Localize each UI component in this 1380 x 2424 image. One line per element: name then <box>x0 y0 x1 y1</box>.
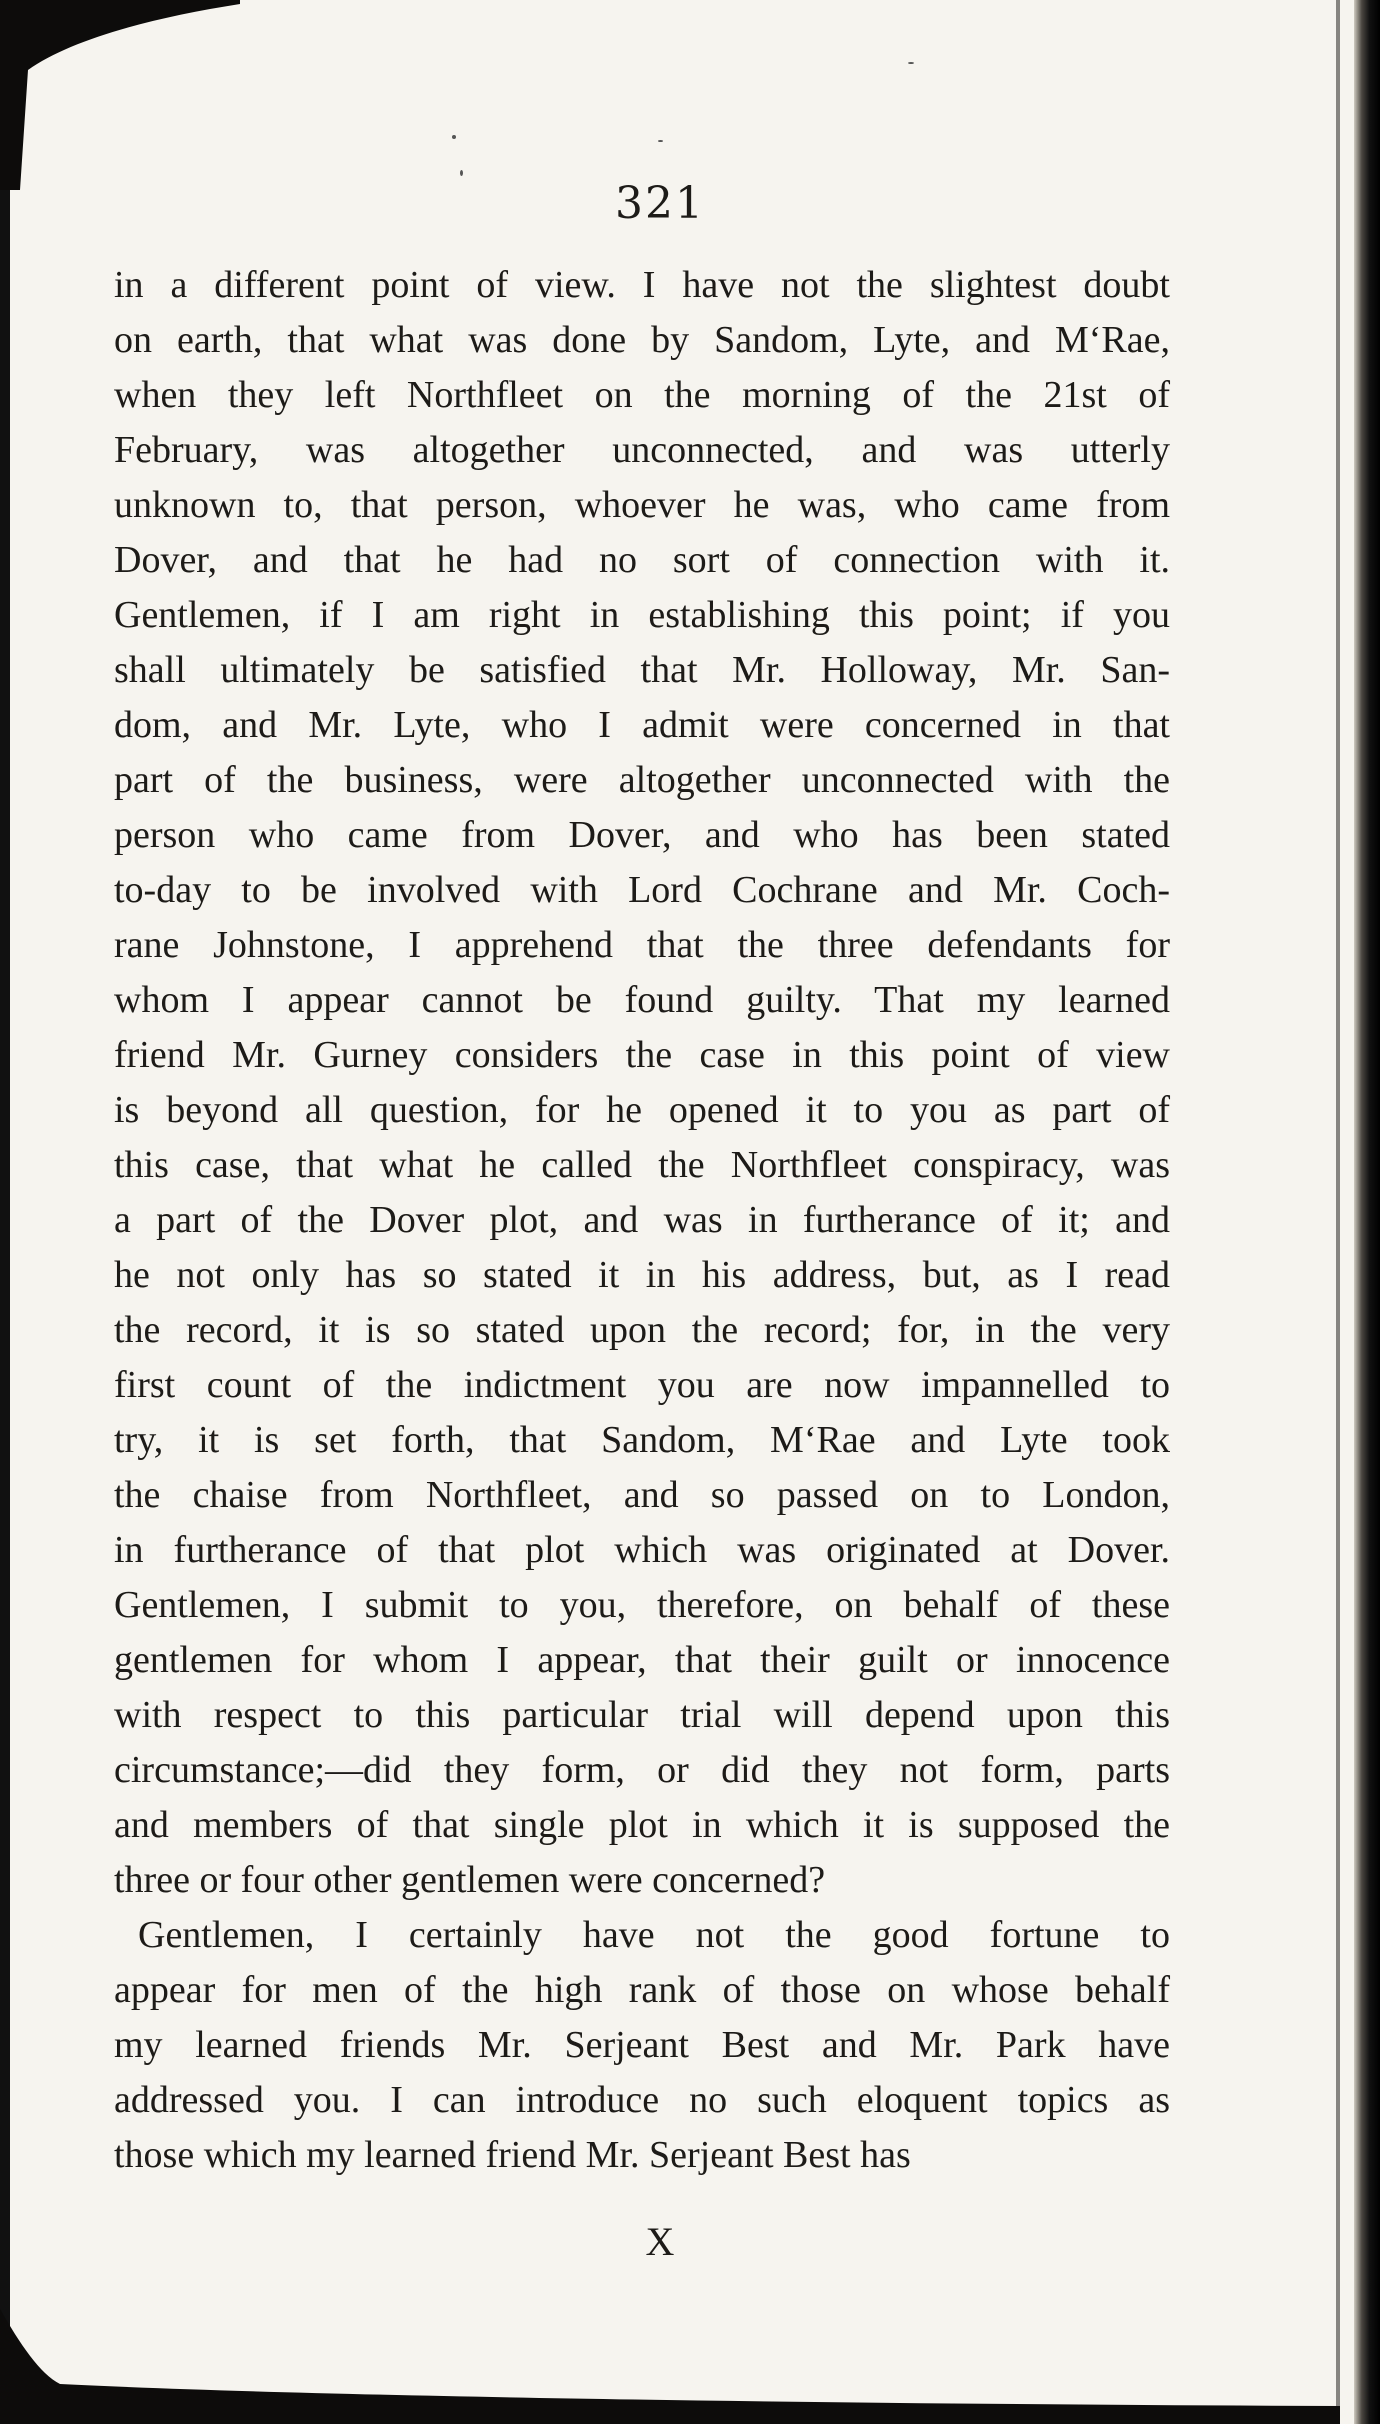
right-edge-line <box>1336 0 1340 2424</box>
text-line: with respect to this particular trial will depend upon this <box>114 1694 1170 1736</box>
signature-mark: X <box>645 2219 675 2264</box>
text-line: Gentlemen, I certainly have not the good fortune to <box>138 1914 1170 1956</box>
text-line: in a different point of view. I have not the slightest doubt <box>114 264 1170 306</box>
text-line: this case, that what he called the Northfleet conspiracy, was <box>114 1144 1170 1186</box>
text-line: appear for men of the high rank of those on whose behalf <box>114 1969 1170 2011</box>
text-line: gentlemen for whom I appear, that their guilt or innocence <box>114 1639 1170 1681</box>
text-line: Gentlemen, if I am right in establishing this point; if you <box>114 594 1170 636</box>
text-line: dom, and Mr. Lyte, who I admit were concerned in that <box>114 704 1170 746</box>
text-line: my learned friends Mr. Serjeant Best and Mr. Park have <box>114 2024 1170 2066</box>
text-line: three or four other gentlemen were concerned? <box>114 1859 826 1901</box>
bottom-shadow <box>0 2284 1340 2424</box>
corner-shadow <box>0 0 240 190</box>
text-line: to-day to be involved with Lord Cochrane and Mr. Coch- <box>114 869 1170 911</box>
text-line: whom I appear cannot be found guilty. That my learned <box>114 979 1170 1021</box>
text-line: in furtherance of that plot which was originated at Dover. <box>114 1529 1170 1571</box>
text-line: and members of that single plot in which it is supposed the <box>114 1804 1170 1846</box>
text-line: the chaise from Northfleet, and so passed on to London, <box>114 1474 1170 1516</box>
text-line: those which my learned friend Mr. Serjeant Best has <box>114 2134 911 2176</box>
text-line: rane Johnstone, I apprehend that the three defendants for <box>114 924 1170 966</box>
body-text <box>114 258 1170 2183</box>
paragraph <box>114 258 1170 1908</box>
text-line: try, it is set forth, that Sandom, M‘Rae and Lyte took <box>114 1419 1170 1461</box>
text-line: on earth, that what was done by Sandom, Lyte, and M‘Rae, <box>114 319 1170 361</box>
text-line: friend Mr. Gurney considers the case in this point of view <box>114 1034 1170 1076</box>
paper-speck <box>460 170 463 176</box>
text-line: Dover, and that he had no sort of connection with it. <box>114 539 1170 581</box>
text-line: unknown to, that person, whoever he was, who came from <box>114 484 1170 526</box>
text-line: person who came from Dover, and who has been stated <box>114 814 1170 856</box>
text-line: when they left Northfleet on the morning of the 21st of <box>114 374 1170 416</box>
text-line: February, was altogether unconnected, and was utterly <box>114 429 1170 471</box>
page-number: 321 <box>615 178 705 229</box>
text-line: first count of the indictment you are now impannelled to <box>114 1364 1170 1406</box>
text-line: he not only has so stated it in his address, but, as I read <box>114 1254 1170 1296</box>
left-page-edge <box>0 0 10 2424</box>
text-line: part of the business, were altogether unconnected with the <box>114 759 1170 801</box>
paper-speck <box>658 140 663 142</box>
paper-speck <box>452 135 456 139</box>
text-line: addressed you. I can introduce no such eloquent topics as <box>114 2079 1170 2121</box>
text-line: a part of the Dover plot, and was in furtherance of it; and <box>114 1199 1170 1241</box>
text-line: is beyond all question, for he opened it to you as part of <box>114 1089 1170 1131</box>
paper-speck <box>908 62 914 64</box>
text-line: the record, it is so stated upon the record; for, in the very <box>114 1309 1170 1351</box>
text-line: circumstance;—did they form, or did they not form, parts <box>114 1749 1170 1791</box>
text-line: Gentlemen, I submit to you, therefore, on behalf of these <box>114 1584 1170 1626</box>
text-line: shall ultimately be satisfied that Mr. Holloway, Mr. San- <box>114 649 1170 691</box>
paragraph <box>114 1908 1170 2183</box>
right-binding-edge <box>1354 0 1380 2424</box>
